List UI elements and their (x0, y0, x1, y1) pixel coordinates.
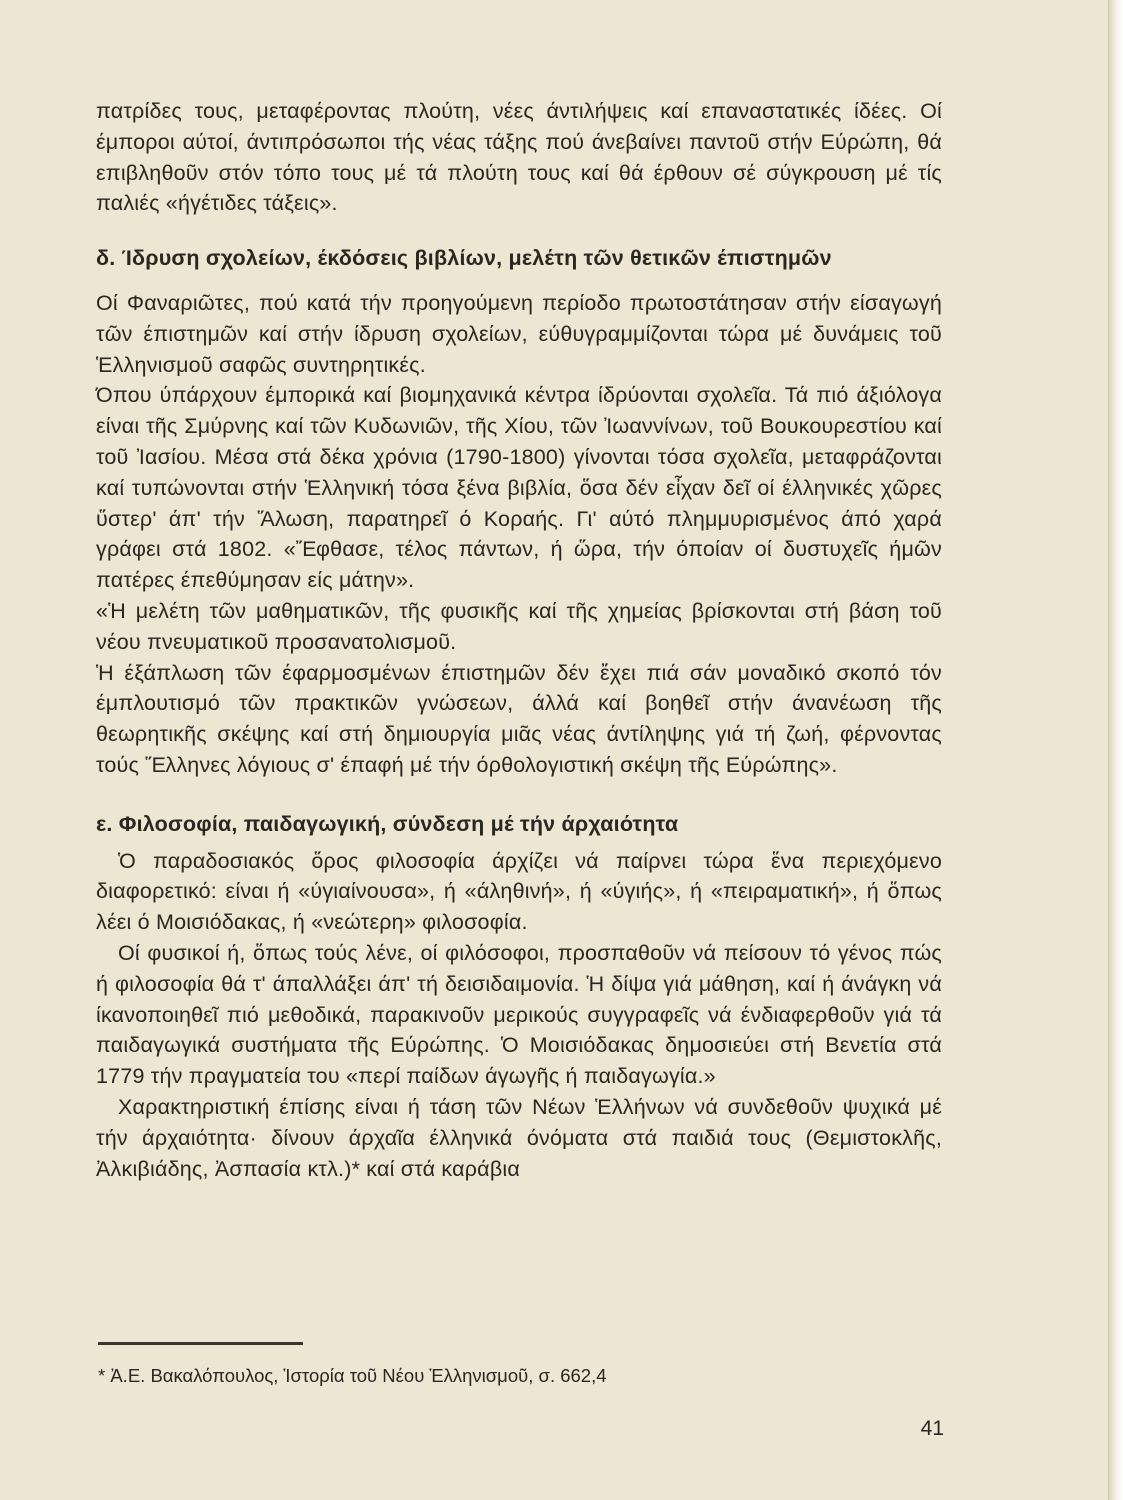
section-d-paragraph-2: Όπου ύπάρχουν έμπορικά καί βιομηχανικά κέντρα ίδρύονται σχολεῖα. Τά πιό άξιόλογα είναι τῆς Σμύρνης καί τῶν Κυδωνιῶν, τῆς Χίου, τῶν Ἰωαννίνων, τοῦ Βουκουρεστίου καί τοῦ Ἰασίου. Μέσα στά δέκα χρόνια (1790-1800) γίνονται τόσα σχολεῖα, μεταφράζονται καί τυπώνονται στήν Ἑλληνική τόσα ξένα βιβλία, ὅσα δέν εἶχαν δεῖ οί έλληνικές χῶρες ὕστερ' άπ' τήν Ἅλωση, παρατηρεῖ ό Κοραής. Γι' αύτό πλημμυρισμένος άπό χαρά γράφει στά 1802. «Ἔφθασε, τέλος πάντων, ή ὥρα, τήν όποίαν οί δυστυχεῖς ήμῶν πατέρες έπεθύμησαν είς μάτην». (96, 383, 942, 593)
page-edge (1108, 0, 1123, 1500)
section-e-paragraph-2: Οί φυσικοί ή, ὅπως τούς λένε, οί φιλόσοφοι, προσπαθοῦν νά πείσουν τό γένος πώς ή φιλοσοφία θά τ' άπαλλάξει άπ' τή δεισιδαιμονία. Ἡ δίψα γιά μάθηση, καί ή άνάγκη νά ίκανοποιηθεῖ πιό μεθοδικά, παρακινοῦν μερικούς συγγραφεῖς νά ένδιαφερθοῦν γιά τά παιδαγωγικά συστήματα τῆς Εύρώπης. Ὁ Μοισιόδακας δημοσιεύει στή Βενετία στά 1779 τήν πραγματεία του «περί παίδων άγωγῆς ή παιδαγωγία.» (96, 940, 942, 1089)
section-d-paragraph-4: Ἡ έξάπλωση τῶν έφαρμοσμένων έπιστημῶν δέν ἔχει πιά σάν μοναδικό σκοπό τόν έμπλουτισμό τῶν πρακτικῶν γνώσεων, άλλά καί βοηθεῖ στήν άνανέωση τῆς θεωρητικῆς σκέψης καί στή δημιουργία μιᾶς νέας άντίληψης γιά τή ζωή, φέρνοντας τούς Ἕλληνες λόγιους σ' έπαφή μέ τήν όρθολογιστική σκέψη τῆς Εύρώπης». (96, 660, 942, 777)
section-e-paragraph-3: Χαρακτηριστική έπίσης είναι ή τάση τῶν Νέων Ἑλλήνων νά συνδεθοῦν ψυχικά μέ τήν άρχαιότητα· δίνουν άρχαῖα έλληνικά όνόματα στά παιδιά τους (Θεμιστοκλῆς, Ἀλκιβιάδης, Ἀσπασία κτλ.)* καί στά καράβια (96, 1094, 942, 1181)
intro-paragraph: πατρίδες τους, μεταφέροντας πλούτη, νέες άντιλήψεις καί επαναστατικές ίδέες. Οί έμποροι αύτοί, άντιπρόσωποι τής νέας τάξης πού άνεβαίνει παντοῦ στήν Εύρώπη, θά επιβληθοῦν στόν τόπο τους μέ τά πλούτη τους καί θά έρθουν σέ σύγκρουση μέ τίς παλιές «ήγέτιδες τάξεις». (96, 99, 942, 216)
footnote: * Ἀ.Ε. Βακαλόπουλος, Ἱστορία τοῦ Νέου Ἑλληνισμοῦ, σ. 662,4 (98, 1365, 607, 1386)
section-d-paragraph-1: Οί Φαναριῶτες, πού κατά τήν προηγούμενη περίοδο πρωτοστάτησαν στήν είσαγωγή τῶν έπιστημῶν καί στήν ίδρυση σχολείων, εύθυγραμμίζονται τώρα μέ δυνάμεις τοῦ Ἑλληνισμοῦ σαφῶς συντηρητικές. (96, 290, 942, 377)
section-d-heading: δ. Ίδρυση σχολείων, έκδόσεις βιβλίων, μελέτη τῶν θετικῶν έπιστημῶν (96, 246, 832, 271)
page-body (96, 96, 942, 1184)
page-number: 41 (920, 1417, 944, 1440)
section-e-paragraph-1: Ὁ παραδοσιακός ὅρος φιλοσοφία άρχίζει νά παίρνει τώρα ἕνα περιεχόμενο διαφορετικό: είναι ή «ύγιαίνουσα», ή «άληθινή», ή «ύγιής», ή «πειραματική», ή ὅπως λέει ό Μοισιόδακας, ή «νεώτερη» φιλοσοφία. (96, 848, 942, 935)
section-d-paragraph-3: «Ἡ μελέτη τῶν μαθηματικῶν, τῆς φυσικῆς καί τῆς χημείας βρίσκονται στή βάση τοῦ νέου πνευματικοῦ προσανατολισμοῦ. (96, 598, 942, 654)
footnote-rule (98, 1342, 303, 1345)
section-e-heading: ε. Φιλοσοφία, παιδαγωγική, σύνδεση μέ τήν άρχαιότητα (96, 811, 679, 836)
